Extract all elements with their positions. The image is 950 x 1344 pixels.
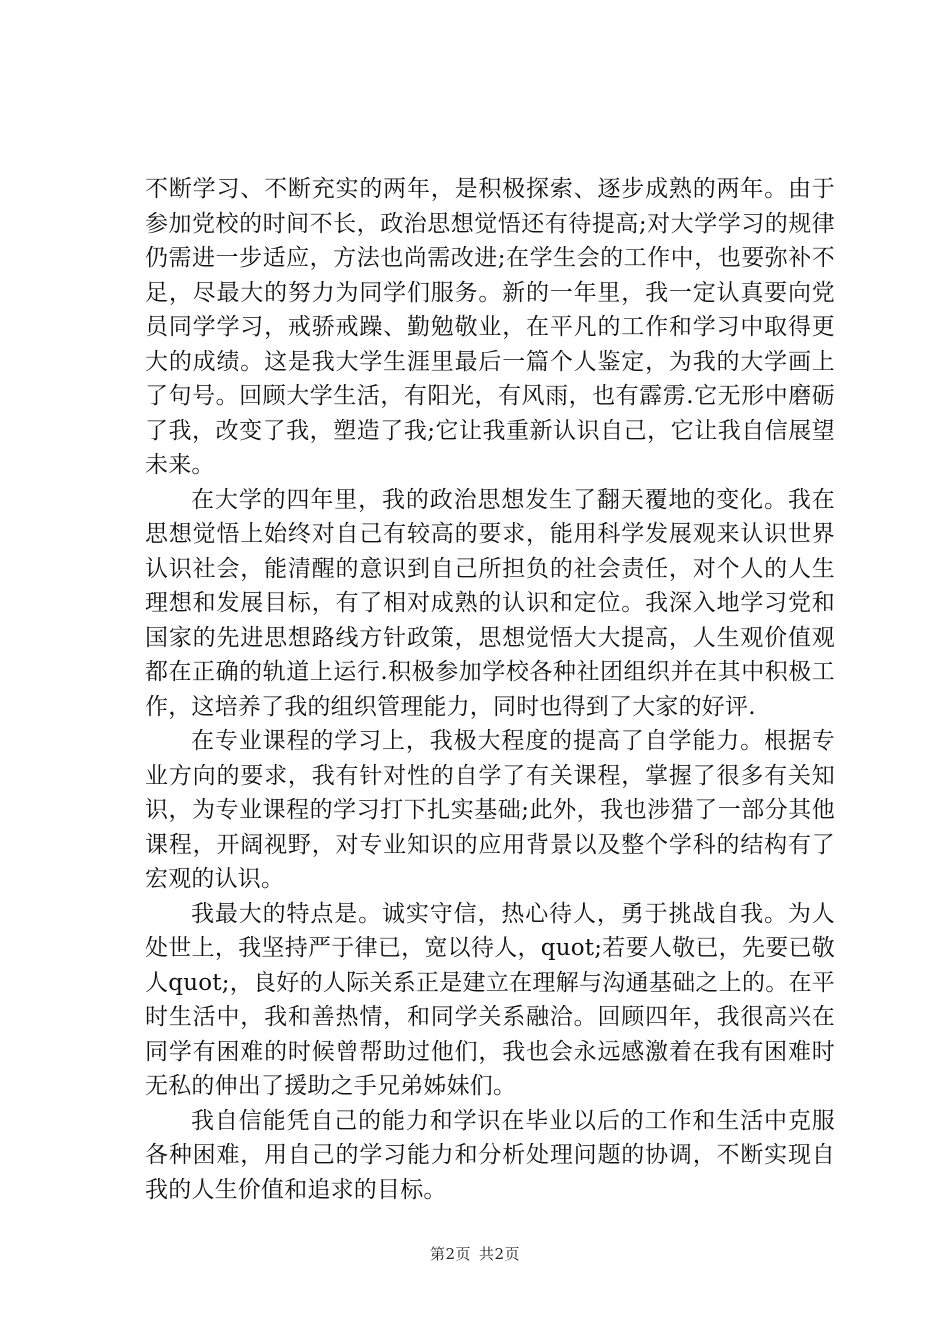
- paragraph-1: 不断学习、不断充实的两年，是积极探索、逐步成熟的两年。由于参加党校的时间不长，政治思想觉悟还有待提高;对大学学习的规律仍需进一步适应，方法也尚需改进;在学生会的工作中，也要弥补不足，尽最大的努力为同学们服务。新的一年里，我一定认真要向党员同学学习，戒骄戒躁、勤勉敬业，在平凡的工作和学习中取得更大的成绩。这是我大学生涯里最后一篇个人鉴定，为我的大学画上了句号。回顾大学生活，有阳光，有风雨，也有霹雳.它无形中磨砺了我，改变了我，塑造了我;它让我重新认识自己，它让我自信展望未来。: [145, 176, 835, 478]
- document-body: [145, 172, 835, 1207]
- page-number-current: 第2页: [429, 1245, 471, 1263]
- page-footer: [0, 1243, 950, 1264]
- paragraph-4: 我最大的特点是。诚实守信，热心待人，勇于挑战自我。为人处世上，我坚持严于律已，宽以待人，quot;若要人敬已，先要已敬人quot;，良好的人际关系正是建立在理解与沟通基础之上的。在平时生活中，我和善热情，和同学关系融洽。回顾四年，我很高兴在同学有困难的时候曾帮助过他们，我也会永远感激着在我有困难时无私的伸出了援助之手兄弟姊妹们。: [145, 900, 835, 1099]
- paragraph-5: 我自信能凭自己的能力和学识在毕业以后的工作和生活中克服各种困难，用自己的学习能力和分析处理问题的协调，不断实现自我的人生价值和追求的目标。: [145, 1107, 835, 1203]
- paragraph-3: 在专业课程的学习上，我极大程度的提高了自学能力。根据专业方向的要求，我有针对性的自学了有关课程，掌握了很多有关知识，为专业课程的学习打下扎实基础;此外，我也涉猎了一部分其他课程，开阔视野，对专业知识的应用背景以及整个学科的结构有了宏观的认识。: [145, 728, 835, 892]
- paragraph-2: 在大学的四年里，我的政治思想发生了翻天覆地的变化。我在思想觉悟上始终对自己有较高的要求，能用科学发展观来认识世界认识社会，能清醒的意识到自己所担负的社会责任，对个人的人生理想和发展目标，有了相对成熟的认识和定位。我深入地学习党和国家的先进思想路线方针政策，思想觉悟大大提高，人生观价值观都在正确的轨道上运行.积极参加学校各种社团组织并在其中积极工作，这培养了我的组织管理能力，同时也得到了大家的好评.: [145, 486, 835, 720]
- page-number-total: 共2页: [479, 1245, 521, 1263]
